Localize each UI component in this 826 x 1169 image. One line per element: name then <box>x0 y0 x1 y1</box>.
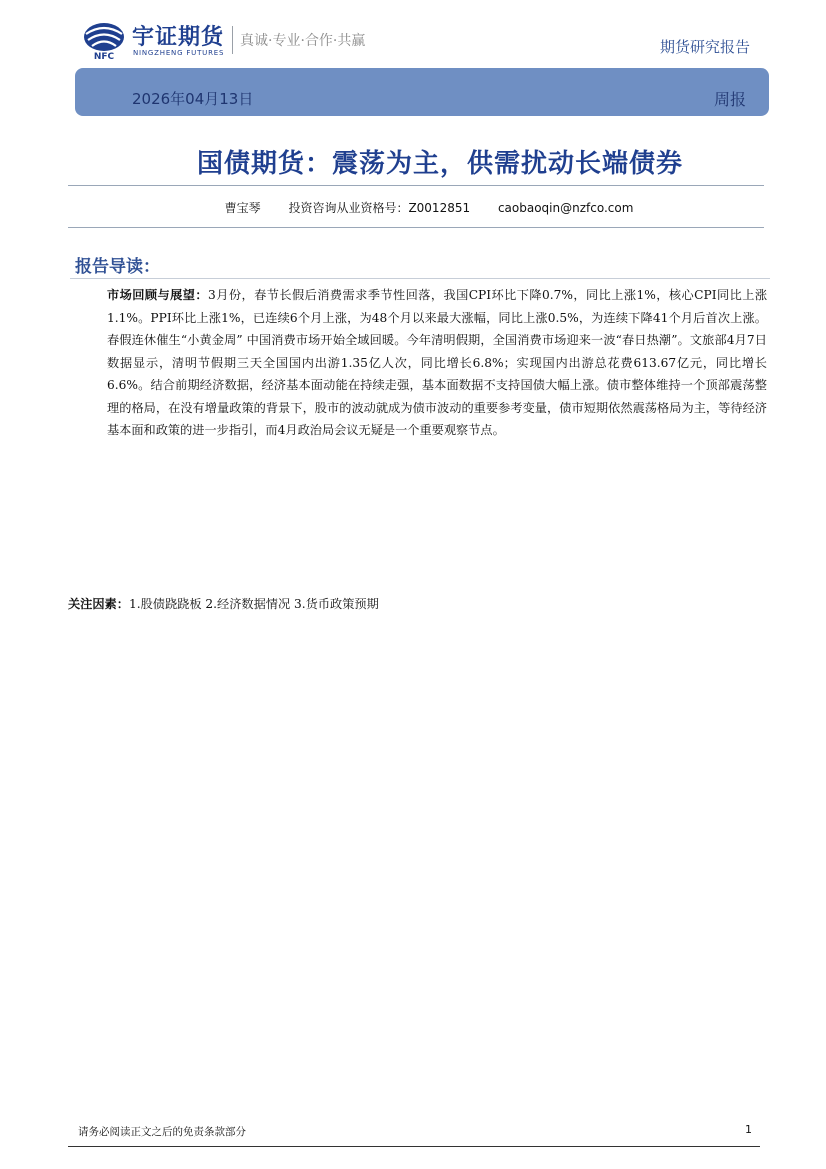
focus-text: 1.股债跷跷板 2.经济数据情况 3.货币政策预期 <box>128 597 379 611</box>
company-slogan: 真诚·专业·合作·共赢 <box>240 33 366 49</box>
focus-factors <box>68 595 379 612</box>
company-name-en: NINGZHENG FUTURES <box>133 49 225 57</box>
author-license: 投资咨询从业资格号：Z0012851 <box>288 201 471 215</box>
company-name: 宇证期货 <box>132 24 225 50</box>
footer-rule <box>68 1146 760 1147</box>
page-title: 国债期货：震荡为主，供需扰动长端债券 <box>196 149 683 179</box>
page-number: 1 <box>745 1123 752 1136</box>
summary-text: 3月份，春节长假后消费需求季节性回落，我国CPI环比下降0.7%，同比上涨1%，核心CPI同比上涨1.1%。PPI环比上涨1%，已连续6个月上涨，为48个月以来最大涨幅，同比上涨0.5%，为连续下降41个月后首次上涨。春假连休催生“小黄金周” 中国消费市场开始全域回暖。今年清明假期，全国消费市场迎来一波“春日热潮”。文旅部4月7日数据显示，清明节假期三天全国国内出游1.35亿人次，同比增长6.8%；实现国内出游总花费613.67亿元，同比增长6.6%。结合前期经济数据，经济基本面动能在持续走强，基本面数据不支持国债大幅上涨。债市整体维持一个顶部震荡整理的格局，在没有增量政策的背景下，股市的波动就成为债市波动的重要参考变量，债市短期依然震荡格局为主，等待经济基本面和政策的进一步指引，而4月政治局会议无疑是一个重要观察节点。 <box>107 288 768 437</box>
summary-lead: 市场回顾与展望： <box>107 288 209 302</box>
author-email: caobaoqin@nzfco.com <box>497 201 634 215</box>
author-line <box>0 199 826 216</box>
market-summary <box>107 284 767 442</box>
report-type-label: 期货研究报告 <box>659 38 750 56</box>
company-logo <box>80 18 420 62</box>
focus-lead: 关注因素： <box>68 597 129 611</box>
report-frequency: 周报 <box>713 90 746 109</box>
footer-disclaimer: 请务必阅读正文之后的免责条款部分 <box>78 1126 246 1138</box>
title-rule <box>68 185 764 186</box>
report-date: 2026年04月13日 <box>132 90 254 108</box>
section-heading: 报告导读： <box>75 257 160 277</box>
nfc-logo-icon <box>80 20 128 60</box>
logo-divider <box>232 26 233 54</box>
author-name: 曹宝琴 <box>224 201 261 215</box>
logo-abbr: NFC <box>93 52 115 60</box>
author-rule <box>68 227 764 228</box>
